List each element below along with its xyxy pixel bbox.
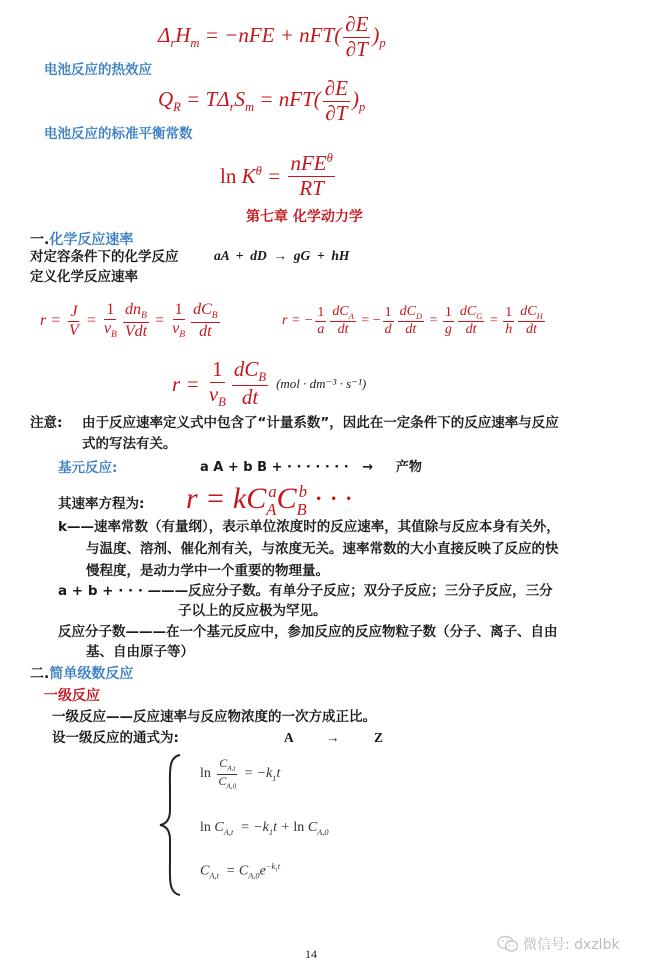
heading-equilibrium-constant: 电池反应的标准平衡常数: [44, 126, 193, 142]
watermark: [497, 934, 620, 954]
note-label: 注意:: [30, 415, 63, 431]
formula-heat: $Q_R = T\Delta_rS_m = nFT$( $\frac{\partial E}{\partial T}$ )$_p$: [158, 76, 366, 125]
section-2-title: 简单级数反应: [49, 666, 134, 682]
formula-first-order-exp: $C_{A,t} = C_{A,0}e^{-k_1t}$: [200, 861, 281, 881]
formula-equilibrium: ln $K^\theta$ = $\frac{nFE^\theta}{RT}$: [220, 151, 333, 200]
formula-rate-components: r = − $\frac{1}{a}$ $\frac{dC_A}{dt}$ = − $\frac{1}{d}$ $\frac{dC_D}{dt}$ = $\frac{1}{g}$ $\frac{dC_G}{dt}$ = $\frac{1}{h}$ $\frac{dC_H}{dt}$: [282, 304, 543, 338]
formula-first-order-log: ln $C_{A,t} = -k_1t$ + ln $C_{A,0}$: [200, 819, 329, 837]
formula-rate-law: $r = kC_A^aC_B^b$ · · ·: [186, 482, 352, 519]
formula-enthalpy: $\Delta_rH_m = -nFE + nFT$( $\frac{\partial E}{\partial T}$ )$_p$: [158, 12, 386, 61]
first-order-arrow: →: [326, 730, 340, 745]
chapter-title: 第七章 化学动力学: [246, 209, 363, 225]
const-volume-text: 对定容条件下的化学反应: [30, 249, 179, 265]
section-2-prefix: 二.: [30, 666, 50, 682]
heading-first-order: 一级反应: [44, 688, 100, 704]
section-1-title: 化学反应速率: [49, 232, 134, 248]
elementary-equation: a A + b B + · · · · · · · → 产物: [200, 460, 422, 475]
first-order-reactant: A: [284, 730, 294, 745]
first-order-general-label: 设一级反应的通式为:: [52, 730, 179, 746]
watermark-text: 微信号: dxzlbk: [523, 937, 620, 953]
wechat-icon: [497, 935, 519, 953]
section-1-heading: [30, 229, 133, 249]
brace-icon: [156, 752, 186, 898]
define-rate-text: 定义化学反应速率: [30, 269, 138, 285]
note-line-2: 式的写法有关。: [82, 436, 177, 452]
formula-rate-definition: r = $\frac{J}{V}$ = $\frac{1}{\nu_B}$ $\frac{dn_B}{\text{Vdt}}$ = $\frac{1}{\nu_B}$ $\frac{dC_B}{dt}$: [40, 301, 218, 341]
heading-thermal-effect: 电池反应的热效应: [44, 62, 152, 78]
formula-rate: r = $\frac{1}{\nu_B}$ $\frac{dC_B}{dt}$ (mol · dm⁻³ · s⁻¹): [172, 357, 367, 410]
rate-equation-label: 其速率方程为:: [58, 496, 145, 512]
k-line-3: 慢程度，是动力学中一个重要的物理量。: [86, 563, 329, 579]
k-line-1: k——速率常数（有量纲），表示单位浓度时的反应速率，其值除与反应本身有关外，: [58, 519, 560, 535]
section-2-heading: [30, 663, 133, 683]
molecularity-def-line-1: 反应分子数———在一个基元反应中，参加反应的反应物粒子数（分子、离子、自由: [58, 624, 558, 640]
molecularity-def-line-2: 基、自由原子等）: [86, 644, 194, 660]
molecularity-line-1: a + b + · · · ———反应分子数。有单分子反应；双分子反应；三分子反应，三分: [58, 583, 553, 599]
molecularity-line-2: 子以上的反应极为罕见。: [178, 603, 327, 619]
section-1-prefix: 一.: [30, 232, 50, 248]
note-line-1: 由于反应速率定义式中包含了“计量系数”，因此在一定条件下的反应速率与反应: [82, 415, 559, 431]
reaction-equation: aA + dD → gG + hH: [214, 248, 350, 263]
first-order-definition: 一级反应——反应速率与反应物浓度的一次方成正比。: [52, 709, 376, 725]
formula-first-order-ratio: ln $\frac{C_{A,t}}{C_{A,0}}$ = $-k_1t$: [200, 756, 281, 790]
first-order-product: Z: [374, 730, 384, 745]
k-line-2: 与温度、溶剂、催化剂有关，与浓度无关。速率常数的大小直接反映了反应的快: [86, 541, 559, 557]
rate-unit: (mol · dm⁻³ · s⁻¹): [276, 376, 367, 391]
heading-elementary-reaction: 基元反应:: [58, 460, 118, 476]
page-number: 14: [305, 947, 317, 961]
